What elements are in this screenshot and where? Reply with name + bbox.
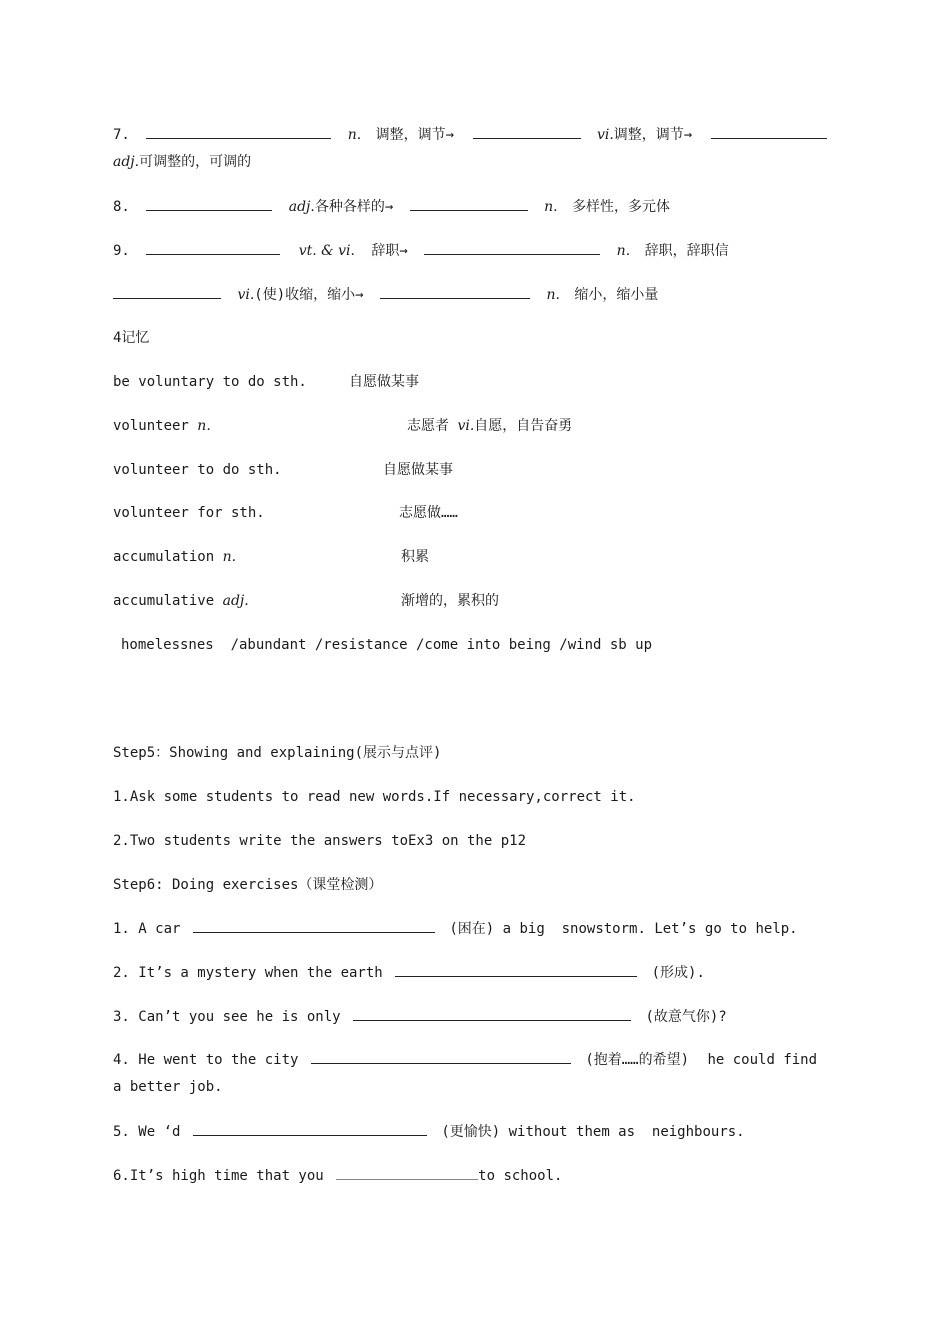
memory-heading: 4记忆 bbox=[113, 330, 150, 346]
item-number: 8. bbox=[113, 199, 130, 215]
answer-blank[interactable] bbox=[193, 1121, 427, 1136]
answer-blank[interactable] bbox=[336, 1165, 478, 1180]
vocab-item-7 bbox=[113, 124, 827, 145]
question-text: 2. It’s a mystery when the earth bbox=[113, 965, 383, 981]
answer-blank[interactable] bbox=[473, 124, 581, 139]
exercise-6 bbox=[113, 1165, 562, 1186]
hint: (抱着……的希望) bbox=[585, 1052, 690, 1068]
step5-item: 1.Ask some students to read new words.If necessary,correct it. bbox=[113, 789, 636, 805]
memory-entry bbox=[113, 372, 833, 392]
answer-blank[interactable] bbox=[193, 918, 435, 933]
exercise-1 bbox=[113, 918, 798, 939]
part-of-speech: vi. bbox=[457, 418, 475, 434]
part-of-speech: n. bbox=[544, 199, 558, 215]
entry-chinese: 自愿做某事 bbox=[349, 374, 419, 390]
step6-title: Step6: Doing exercises（课堂检测） bbox=[113, 877, 383, 893]
entry-chinese: 自愿，自告奋勇 bbox=[474, 418, 573, 434]
entry-english: volunteer bbox=[113, 418, 189, 434]
answer-blank[interactable] bbox=[395, 962, 637, 977]
question-text: a big snowstorm. Let’s go to help. bbox=[502, 921, 798, 937]
part-of-speech: n. bbox=[546, 287, 560, 303]
exercise-4 bbox=[113, 1049, 817, 1070]
definition: 多样性，多元体 bbox=[572, 199, 671, 215]
entry-chinese: 积累 bbox=[401, 549, 429, 565]
definition: 辞职→ bbox=[371, 243, 408, 259]
part-of-speech: vi. bbox=[596, 127, 614, 143]
definition: 辞职，辞职信 bbox=[644, 243, 729, 259]
question-text: 3. Can’t you see he is only bbox=[113, 1009, 341, 1025]
hint: (困在) bbox=[449, 921, 495, 937]
answer-blank[interactable] bbox=[146, 124, 331, 139]
exercise-2 bbox=[113, 962, 705, 983]
entry-chinese: 志愿做…… bbox=[399, 505, 458, 521]
entry-english: be voluntary to do sth. bbox=[113, 374, 307, 390]
question-text: he could find bbox=[707, 1052, 818, 1068]
exercise-4-cont: a better job. bbox=[113, 1079, 223, 1095]
definition: 调整，调节→ bbox=[375, 127, 455, 143]
memory-entry bbox=[113, 460, 833, 480]
entry-english: volunteer to do sth. bbox=[113, 462, 282, 478]
answer-blank[interactable] bbox=[113, 284, 221, 299]
answer-blank[interactable] bbox=[410, 196, 528, 211]
hint: (故意气你)? bbox=[645, 1009, 727, 1025]
part-of-speech: n. bbox=[197, 418, 211, 434]
definition: 各种各样的→ bbox=[314, 199, 394, 215]
part-of-speech: vt. & vi. bbox=[298, 243, 355, 259]
entry-english: accumulation bbox=[113, 549, 215, 565]
entry-english: volunteer for sth. bbox=[113, 505, 265, 521]
memory-entry bbox=[113, 416, 833, 436]
hint: (更愉快) bbox=[441, 1124, 501, 1140]
memory-entry bbox=[113, 591, 833, 611]
step5-title: Step5：Showing and explaining(展示与点评) bbox=[113, 745, 442, 761]
word-list: homelessnes /abundant /resistance /come into being /wind sb up bbox=[121, 637, 653, 653]
answer-blank[interactable] bbox=[146, 240, 280, 255]
answer-blank[interactable] bbox=[424, 240, 600, 255]
part-of-speech: vi. bbox=[237, 287, 255, 303]
answer-blank[interactable] bbox=[380, 284, 530, 299]
answer-blank[interactable] bbox=[353, 1006, 631, 1021]
answer-blank[interactable] bbox=[711, 124, 827, 139]
entry-chinese: 自愿做某事 bbox=[383, 462, 453, 478]
exercise-3 bbox=[113, 1006, 727, 1027]
part-of-speech: adj. bbox=[222, 593, 249, 609]
hint: (形成). bbox=[651, 965, 705, 981]
definition: 调整，调节→ bbox=[613, 127, 693, 143]
part-of-speech: adj. bbox=[288, 199, 315, 215]
question-text: to school. bbox=[478, 1168, 563, 1184]
part-of-speech: n. bbox=[222, 549, 237, 565]
vocab-item-9b bbox=[113, 284, 658, 305]
exercise-5 bbox=[113, 1121, 745, 1142]
item-number: 9. bbox=[113, 243, 130, 259]
memory-entry bbox=[113, 503, 833, 523]
entry-chinese-group bbox=[407, 416, 572, 436]
part-of-speech: adj. bbox=[113, 154, 140, 170]
step5-item: 2.Two students write the answers toEx3 on the p12 bbox=[113, 833, 527, 849]
question-text: 1. A car bbox=[113, 921, 181, 937]
answer-blank[interactable] bbox=[146, 196, 272, 211]
entry-chinese: 渐增的，累积的 bbox=[401, 593, 499, 609]
question-text: 4. He went to the city bbox=[113, 1052, 299, 1068]
entry-chinese: 志愿者 bbox=[407, 418, 449, 434]
memory-entry bbox=[113, 547, 833, 567]
question-text: 6.It’s high time that you bbox=[113, 1168, 324, 1184]
vocab-item-8 bbox=[113, 196, 670, 217]
vocab-item-7-cont bbox=[113, 152, 251, 172]
answer-blank[interactable] bbox=[311, 1049, 571, 1064]
definition: 缩小，缩小量 bbox=[574, 287, 659, 303]
part-of-speech: n. bbox=[347, 127, 362, 143]
question-text: 5. We ‘d bbox=[113, 1124, 181, 1140]
definition: (使)收缩，缩小→ bbox=[254, 287, 364, 303]
entry-english: accumulative bbox=[113, 593, 215, 609]
question-text: without them as neighbours. bbox=[508, 1124, 745, 1140]
definition: 可调整的，可调的 bbox=[139, 154, 252, 170]
part-of-speech: n. bbox=[616, 243, 631, 259]
item-number: 7. bbox=[113, 127, 130, 143]
vocab-item-9 bbox=[113, 240, 729, 261]
